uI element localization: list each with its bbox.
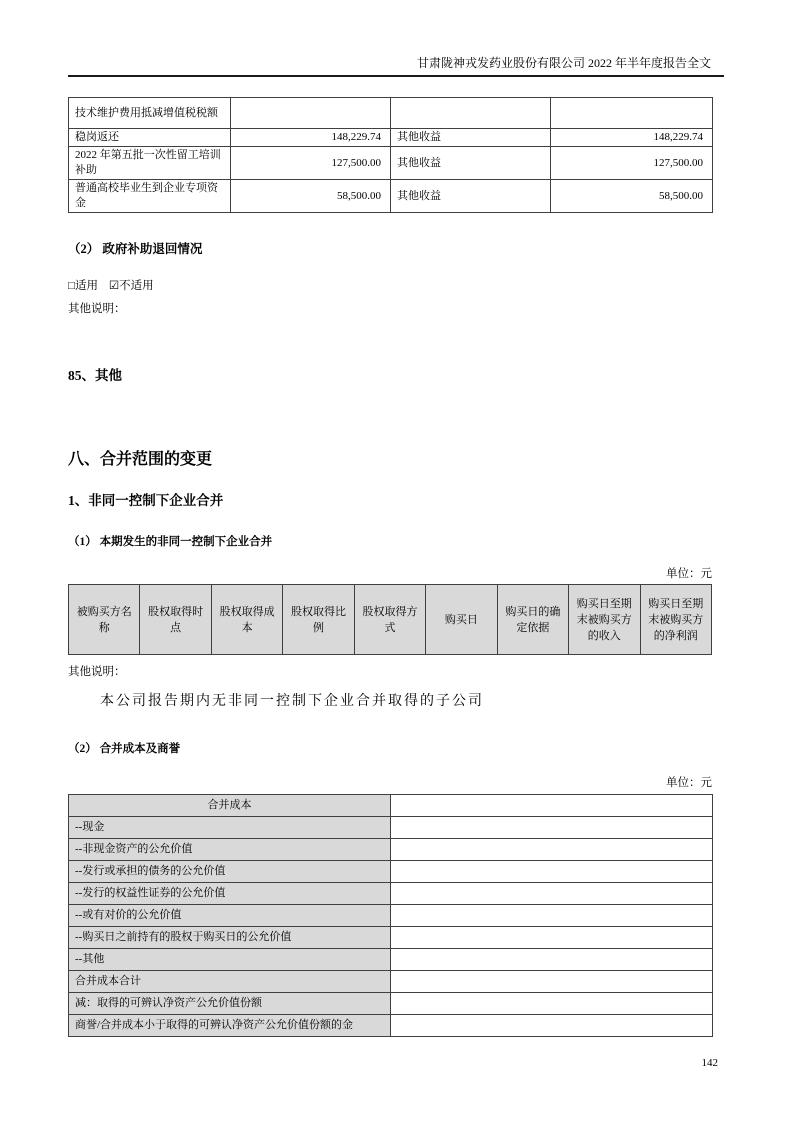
report-title: 甘肃陇神戎发药业股份有限公司 2022 年半年度报告全文 — [416, 56, 711, 70]
cost-label-cell: --或有对价的公允价值 — [69, 905, 391, 927]
table-row — [69, 147, 713, 180]
merger-col-date-basis: 购买日的确定依据 — [497, 585, 568, 655]
subsidy-item-cell: 普通高校毕业生到企业专项资金 — [69, 180, 231, 213]
unit-label: 单位：元 — [666, 777, 712, 789]
cost-value-cell — [391, 817, 713, 839]
subsidy-amount-cell: 127,500.00 — [231, 147, 391, 180]
table-row — [69, 1015, 713, 1037]
cost-label-cell: 合并成本合计 — [69, 971, 391, 993]
cost-value-cell — [391, 883, 713, 905]
other-note-label: 其他说明： — [68, 666, 126, 678]
table-row — [69, 993, 713, 1015]
cost-value-cell — [391, 795, 713, 817]
heading-merger-cost-goodwill: （2） 合并成本及商誉 — [68, 743, 181, 755]
merger-col-equity-method: 股权取得方式 — [354, 585, 425, 655]
checkbox-applicable-unchecked: □适用 — [68, 280, 98, 292]
page-header — [68, 0, 724, 77]
merger-col-acquiree-name: 被购买方名称 — [69, 585, 140, 655]
cost-value-cell — [391, 1015, 713, 1037]
table-row — [69, 861, 713, 883]
cost-label-cell: --现金 — [69, 817, 391, 839]
cost-label-cell: --其他 — [69, 949, 391, 971]
table-row — [69, 98, 713, 129]
cost-label-cell: 商誉/合并成本小于取得的可辨认净资产公允价值份额的金 — [69, 1015, 391, 1037]
cost-value-cell — [391, 949, 713, 971]
subsidy-item-cell: 稳岗返还 — [69, 129, 231, 147]
table-row — [69, 971, 713, 993]
subsidy-amount-cell: 148,229.74 — [231, 129, 391, 147]
cost-value-cell — [391, 861, 713, 883]
heading-current-period-merger: （1） 本期发生的非同一控制下企业合并 — [68, 536, 273, 548]
cost-label-cell: --发行的权益性证券的公允价值 — [69, 883, 391, 905]
page-content — [68, 97, 712, 1037]
subsidy-item-cell: 2022 年第五批一次性留工培训补助 — [69, 147, 231, 180]
table-row — [69, 180, 713, 213]
cost-value-cell — [391, 927, 713, 949]
subsidy-category-cell — [391, 98, 551, 129]
merger-cost-table — [68, 794, 713, 1037]
table-header-row — [69, 795, 713, 817]
cost-label-cell: --发行或承担的债务的公允价值 — [69, 861, 391, 883]
merger-col-equity-cost: 股权取得成本 — [211, 585, 282, 655]
cost-label-cell: --非现金资产的公允价值 — [69, 839, 391, 861]
cost-value-cell — [391, 993, 713, 1015]
subsidy-category-cell: 其他收益 — [391, 147, 551, 180]
heading-chapter-8: 八、合并范围的变更 — [68, 451, 213, 468]
heading-non-common-control-merger: 1、非同一控制下企业合并 — [68, 493, 224, 508]
subsidy-amount-cell — [231, 98, 391, 129]
page-number: 142 — [701, 1057, 718, 1069]
table-row — [69, 927, 713, 949]
subsidy-category-cell: 其他收益 — [391, 180, 551, 213]
subsidy-period-amount-cell — [551, 98, 713, 129]
table-row — [69, 817, 713, 839]
merger-col-purchase-date: 购买日 — [426, 585, 497, 655]
subsidy-period-amount-cell: 148,229.74 — [551, 129, 713, 147]
subsidy-amount-cell: 58,500.00 — [231, 180, 391, 213]
table-row — [69, 839, 713, 861]
cost-label-cell: 减：取得的可辨认净资产公允价值份额 — [69, 993, 391, 1015]
merger-col-equity-ratio: 股权取得比例 — [283, 585, 354, 655]
other-note-label: 其他说明： — [68, 303, 126, 315]
table-row — [69, 949, 713, 971]
cost-label-cell: --购买日之前持有的股权于购买日的公允价值 — [69, 927, 391, 949]
cost-value-cell — [391, 839, 713, 861]
subsidy-period-amount-cell: 127,500.00 — [551, 147, 713, 180]
merger-statement: 本公司报告期内无非同一控制下企业合并取得的子公司 — [100, 694, 484, 709]
cost-value-cell — [391, 905, 713, 927]
subsidy-category-cell: 其他收益 — [391, 129, 551, 147]
merger-table — [68, 584, 712, 655]
cost-value-cell — [391, 971, 713, 993]
checkbox-not-applicable-checked: ☑不适用 — [108, 280, 154, 292]
subsidy-period-amount-cell: 58,500.00 — [551, 180, 713, 213]
heading-other-85: 85、其他 — [68, 368, 122, 383]
unit-label: 单位：元 — [666, 568, 712, 580]
subsidy-continuation-table — [68, 97, 713, 213]
merger-col-income: 购买日至期末被购买方的收入 — [569, 585, 640, 655]
merger-col-net-profit: 购买日至期末被购买方的净利润 — [640, 585, 712, 655]
table-row — [69, 905, 713, 927]
table-row — [69, 883, 713, 905]
heading-gov-subsidy-return: （2） 政府补助退回情况 — [68, 242, 203, 256]
applicability-line — [68, 279, 712, 294]
cost-header-cell: 合并成本 — [69, 795, 391, 817]
subsidy-item-cell: 技术维护费用抵减增值税税额 — [69, 98, 231, 129]
merger-col-equity-time: 股权取得时点 — [140, 585, 211, 655]
table-row — [69, 129, 713, 147]
table-header-row — [69, 585, 712, 655]
